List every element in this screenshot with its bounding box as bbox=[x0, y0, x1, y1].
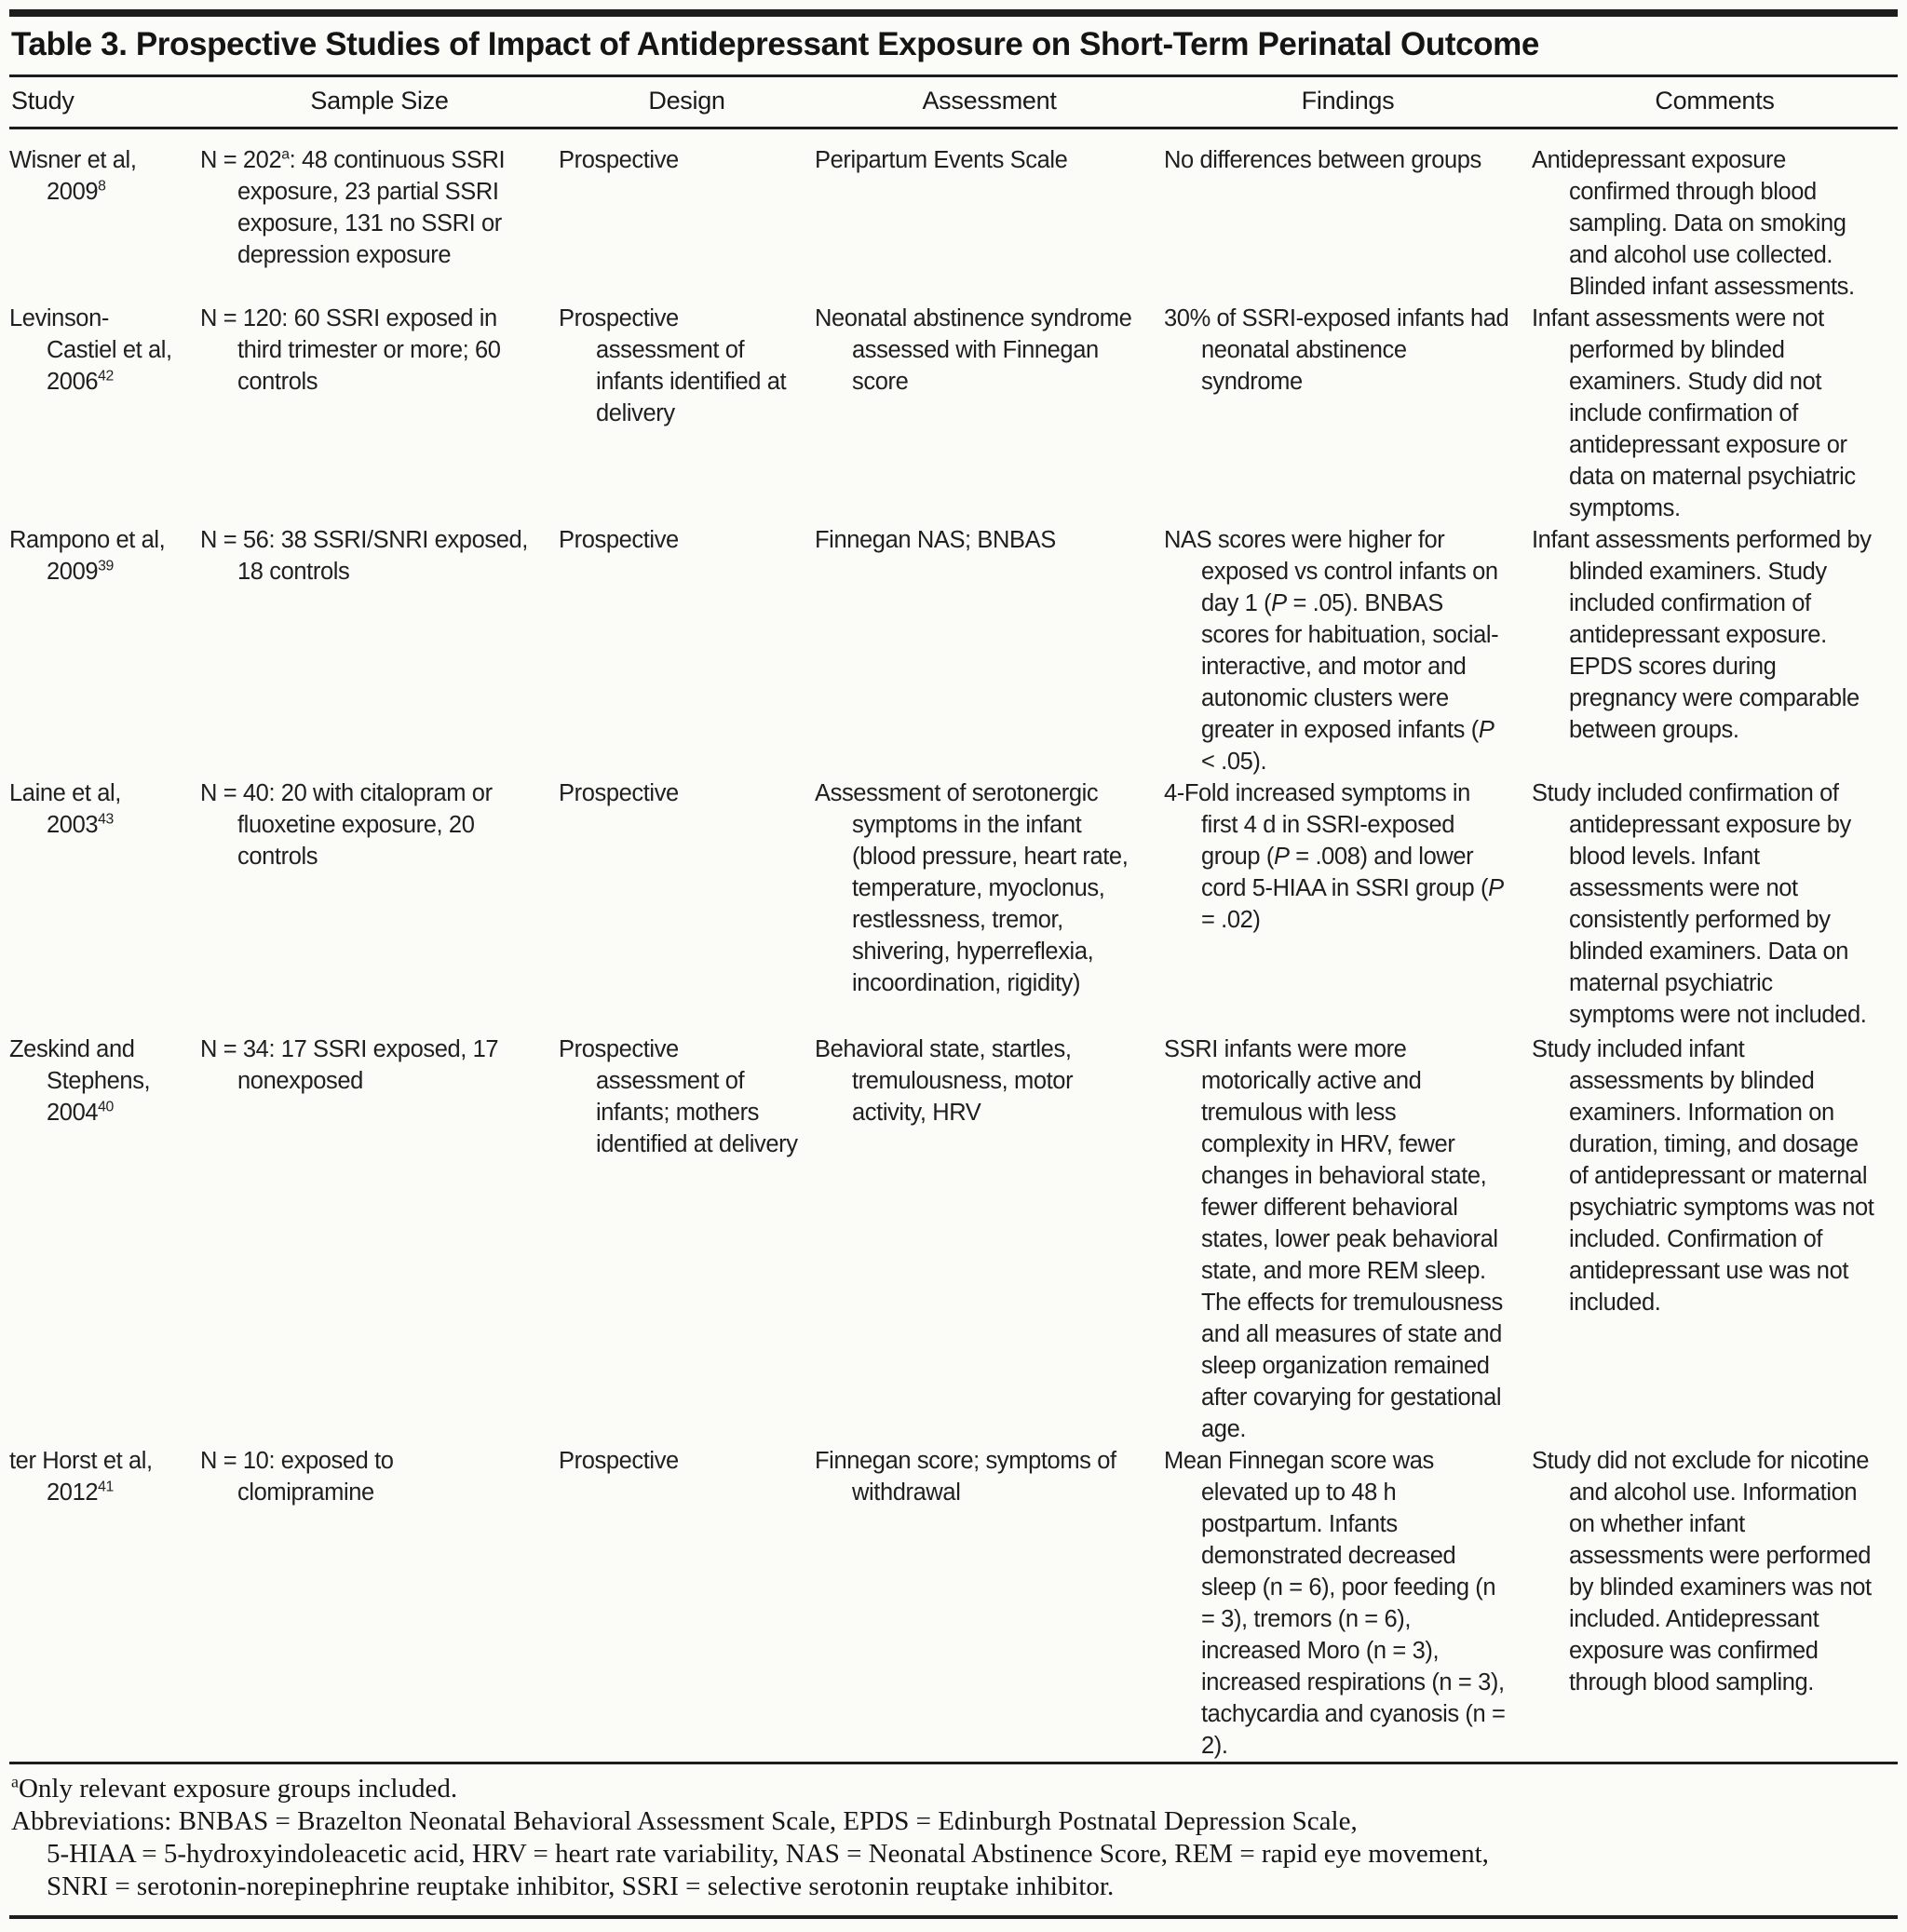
cell-sample-size: N = 10: exposed to clomipramine bbox=[200, 1448, 394, 1506]
cell-design: Prospective bbox=[559, 527, 679, 553]
cell-findings: Mean Finnegan score was elevated up to 48 h postpartum. Infants demonstrated decreased sleep (n = 6), poor feeding (n = 3), tremors (n = 6), increased Moro (n = 3), increased respirations (n = 3), tachycardia and cyanosis (n = 2). bbox=[1164, 1448, 1506, 1759]
footnotes bbox=[9, 1764, 1898, 1915]
cell-design: Prospective bbox=[559, 1448, 679, 1474]
column-header-sample-size: Sample Size bbox=[310, 87, 449, 115]
cell-study: ter Horst et al, 2012$^{41}$ bbox=[9, 1448, 153, 1506]
abbreviations-line-3: SNRI = serotonin-norepinephrine reuptake inhibitor, SSRI = selective serotonin reuptake inhibitor. bbox=[47, 1871, 1115, 1901]
column-header-comments: Comments bbox=[1655, 87, 1775, 115]
cell-sample-size: N = 120: 60 SSRI exposed in third trimester or more; 60 controls bbox=[200, 305, 501, 395]
cell-findings: SSRI infants were more motorically active and tremulous with less complexity in HRV, fewer changes in behavioral state, fewer different behavioral states, lower peak behavioral state, and more REM sleep. The effects for tremulousness and all measures of state and sleep organization remained after covarying for gestational age. bbox=[1164, 1036, 1503, 1442]
cell-design: Prospective assessment of infants identified at delivery bbox=[559, 305, 787, 426]
cell-study: Wisner et al, 2009$^8$ bbox=[9, 147, 137, 205]
cell-comments: Study did not exclude for nicotine and alcohol use. Information on whether infant assessments were performed by blinded examiners was not included. Antidepressant exposure was confirmed through blood sampling. bbox=[1532, 1448, 1872, 1696]
cell-comments: Study included confirmation of antidepressant exposure by blood levels. Infant assessments were not consistently performed by blinded examiners. Data on maternal psychiatric symptoms were not included. bbox=[1532, 780, 1867, 1028]
abbreviations-line-1: Abbreviations: BNBAS = Brazelton Neonatal Behavioral Assessment Scale, EPDS = Edinburgh Postnatal Depression Scale, bbox=[11, 1806, 1358, 1836]
table-header-row bbox=[9, 77, 1898, 127]
cell-assessment: Behavioral state, startles, tremulousness, motor activity, HRV bbox=[815, 1036, 1074, 1126]
cell-study: Laine et al, 2003$^{43}$ bbox=[9, 780, 121, 838]
table-row bbox=[9, 144, 1898, 303]
table-row bbox=[9, 303, 1898, 524]
table-row bbox=[9, 524, 1898, 777]
cell-design: Prospective bbox=[559, 147, 679, 173]
column-header-study: Study bbox=[11, 87, 74, 115]
footnote-a bbox=[11, 1773, 1898, 1805]
cell-sample-size: N = 40: 20 with citalopram or fluoxetine exposure, 20 controls bbox=[200, 780, 493, 870]
cell-assessment: Peripartum Events Scale bbox=[815, 147, 1068, 173]
table-row bbox=[9, 777, 1898, 1034]
cell-assessment: Neonatal abstinence syndrome assessed with Finnegan score bbox=[815, 305, 1132, 395]
cell-findings: 30% of SSRI-exposed infants had neonatal abstinence syndrome bbox=[1164, 305, 1509, 395]
cell-sample-size: $N = 202^a$: 48 continuous SSRI exposure, 23 partial SSRI exposure, 131 no SSRI or depression exposure bbox=[200, 146, 506, 268]
table-title: Table 3. Prospective Studies of Impact of Antidepressant Exposure on Short-Term Perinatal Outcome bbox=[11, 26, 1539, 62]
cell-comments: Antidepressant exposure confirmed through blood sampling. Data on smoking and alcohol use collected. Blinded infant assessments. bbox=[1532, 147, 1855, 300]
cell-comments: Study included infant assessments by blinded examiners. Information on duration, timing, and dosage of antidepressant or maternal psychiatric symptoms was not included. Confirmation of antidepressant use was not included. bbox=[1532, 1036, 1874, 1316]
cell-findings: 4-Fold increased symptoms in first 4 d in SSRI-exposed group (P = .008) and lower cord 5-HIAA in SSRI group (P = .02) bbox=[1164, 780, 1504, 933]
column-header-design: Design bbox=[648, 87, 725, 115]
cell-design: Prospective assessment of infants; mothers identified at delivery bbox=[559, 1036, 798, 1157]
cell-findings: No differences between groups bbox=[1164, 147, 1481, 173]
cell-study: Levinson-Castiel et al, 2006$^{42}$ bbox=[9, 305, 172, 395]
cell-study: Rampono et al, 2009$^{39}$ bbox=[9, 527, 166, 585]
cell-assessment: Assessment of serotonergic symptoms in the infant (blood pressure, heart rate, temperature, myoclonus, restlessness, tremor, shivering, hyperreflexia, incoordination, rigidity) bbox=[815, 780, 1129, 996]
bottom-rule bbox=[9, 1915, 1898, 1919]
table-row bbox=[9, 1445, 1898, 1762]
table-row bbox=[9, 1034, 1898, 1445]
cell-design: Prospective bbox=[559, 780, 679, 806]
cell-comments: Infant assessments performed by blinded examiners. Study included confirmation of antidepressant exposure. EPDS scores during pregnancy were comparable between groups. bbox=[1532, 527, 1872, 743]
cell-assessment: Finnegan NAS; BNBAS bbox=[815, 527, 1056, 553]
cell-assessment: Finnegan score; symptoms of withdrawal bbox=[815, 1448, 1116, 1506]
cell-sample-size: N = 34: 17 SSRI exposed, 17 nonexposed bbox=[200, 1036, 499, 1094]
top-rule bbox=[9, 9, 1898, 17]
cell-findings: NAS scores were higher for exposed vs control infants on day 1 (P = .05). BNBAS scores for habituation, social-interactive, and motor and autonomic clusters were greater in exposed infants (P < .05). bbox=[1164, 527, 1499, 775]
cell-comments: Infant assessments were not performed by blinded examiners. Study did not include confirmation of antidepressant exposure or data on maternal psychiatric symptoms. bbox=[1532, 305, 1856, 521]
footnote-a-text: Only relevant exposure groups included. bbox=[18, 1774, 458, 1804]
cell-study: Zeskind and Stephens, 2004$^{40}$ bbox=[9, 1036, 151, 1126]
footnote-a-marker: a bbox=[11, 1772, 19, 1791]
cell-sample-size: N = 56: 38 SSRI/SNRI exposed, 18 controls bbox=[200, 527, 528, 585]
abbreviations-line-2: 5-HIAA = 5-hydroxyindoleacetic acid, HRV = heart rate variability, NAS = Neonatal Abstinence Score, REM = rapid eye movement, bbox=[47, 1839, 1489, 1869]
column-header-assessment: Assessment bbox=[922, 87, 1057, 115]
column-header-findings: Findings bbox=[1301, 87, 1395, 115]
table-body bbox=[9, 129, 1898, 1762]
